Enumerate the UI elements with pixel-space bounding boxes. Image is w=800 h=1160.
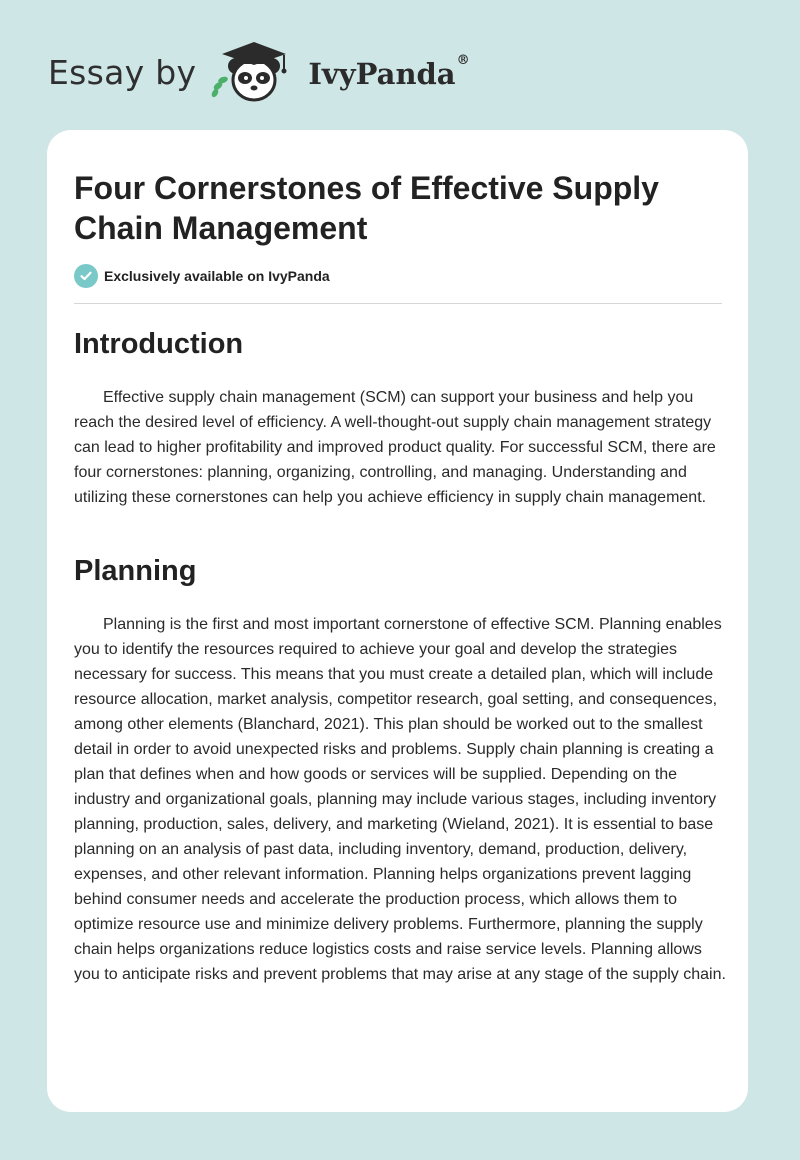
brand-label: IvyPanda	[308, 57, 456, 91]
panda-graduate-icon[interactable]	[206, 36, 302, 108]
section-heading-planning: Planning	[74, 555, 197, 587]
check-circle-icon	[74, 264, 98, 288]
section-heading-introduction: Introduction	[74, 328, 244, 360]
article-title: Four Cornerstones of Effective Supply Chain Management	[74, 170, 659, 246]
brand-name[interactable]	[308, 53, 470, 91]
section-text-introduction: Effective supply chain management (SCM) can support your business and help you reach the desired level of efficiency. A well-thought-out supply chain management strategy can lead to higher profitability and improved product quality. For successful SCM, there are four cornerstones: planning, organizing, controlling, and managing. Understanding and utilizing these cornerstones can help you achieve efficiency in supply chain management.	[74, 389, 716, 506]
exclusive-badge-label: Exclusively available on IvyPanda	[104, 268, 330, 284]
registered-mark: ®	[456, 53, 470, 68]
section-text-planning: Planning is the first and most important cornerstone of effective SCM. Planning enables you to identify the resources required to achieve your goal and develop the strategies necessary for success. This means that you must create a detailed plan, which will include resource allocation, market analysis, competitor research, goal setting, and consequences, among other elements (Blanchard, 2021). This plan should be worked out to the smallest detail in order to avoid unexpected risks and problems. Supply chain planning is creating a plan that defines when and how goods or services will be supplied. Depending on the industry and organizational goals, planning may include various stages, including inventory planning, production, sales, delivery, and marketing (Wieland, 2021). It is essential to base planning on an analysis of past data, including inventory, demand, production, delivery, expenses, and other relevant information. Planning helps organizations prevent lagging behind consumer needs and accelerate the production process, which allows them to optimize resource use and minimize delivery problems. Furthermore, planning the supply chain helps organizations reduce logistics costs and raise service levels. Planning allows you to anticipate risks and prevent problems that may arise at any stage of the supply chain.	[74, 616, 726, 983]
essay-by-label: Essay by	[48, 52, 197, 92]
exclusive-badge	[74, 264, 330, 288]
title-divider	[74, 303, 722, 304]
article-card	[47, 130, 748, 1112]
site-header	[48, 36, 508, 108]
